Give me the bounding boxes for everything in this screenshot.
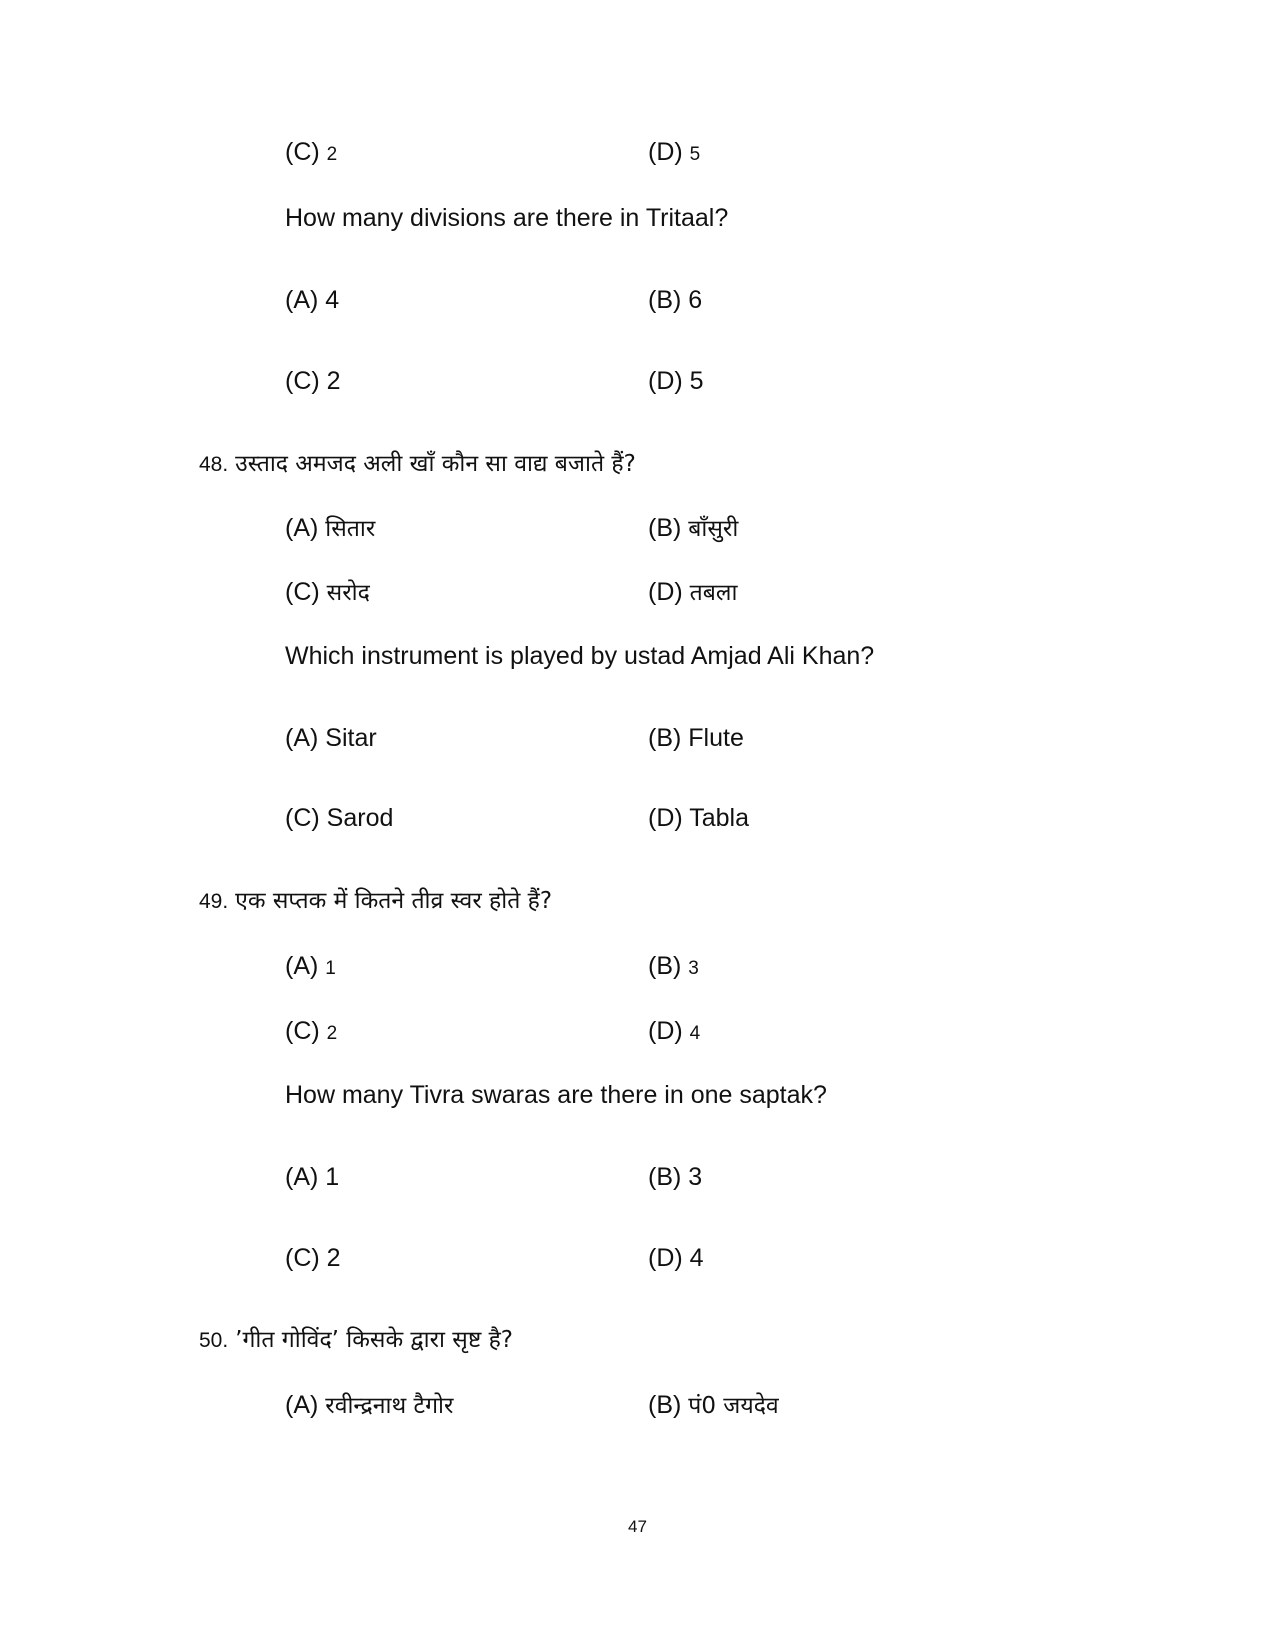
option-d: (D) 4 (648, 1244, 704, 1272)
question-number: 50. (199, 1329, 229, 1352)
option-d: (D) 5 (648, 138, 701, 166)
option-b: (B) बाँसुरी (648, 514, 739, 542)
page-number: 47 (628, 1517, 647, 1536)
option-a: (A) 4 (285, 286, 340, 314)
option-c: (C) 2 (285, 138, 338, 166)
option-d: (D) Tabla (648, 804, 749, 832)
option-a: (A) 1 (285, 1163, 340, 1191)
english-question: Which instrument is played by ustad Amjad Ali Khan? (285, 642, 875, 670)
question-48-hindi: 48. उस्ताद अमजद अली खाँ कौन सा वाद्य बजाते हैं? (199, 451, 636, 477)
option-a: (A) सितार (285, 514, 376, 542)
option-b: (B) 3 (648, 952, 699, 980)
option-a: (A) 1 (285, 952, 336, 980)
option-b: (B) 6 (648, 286, 703, 314)
question-49-hindi: 49. एक सप्तक में कितने तीव्र स्वर होते हैं? (199, 888, 553, 914)
option-d: (D) तबला (648, 578, 738, 606)
option-c: (C) 2 (285, 1017, 338, 1045)
option-a: (A) Sitar (285, 724, 377, 752)
option-b: (B) 3 (648, 1163, 703, 1191)
question-number: 49. (199, 890, 229, 913)
option-d: (D) 4 (648, 1017, 701, 1045)
option-a: (A) रवीन्द्रनाथ टैगोर (285, 1391, 454, 1419)
question-50-hindi: 50. ’गीत गोविंद’ किसके द्वारा सृष्ट है? (199, 1327, 513, 1353)
english-question: How many Tivra swaras are there in one saptak? (285, 1081, 827, 1109)
option-c: (C) 2 (285, 1244, 341, 1272)
option-b: (B) Flute (648, 724, 744, 752)
option-c: (C) 2 (285, 367, 341, 395)
question-number: 48. (199, 453, 229, 476)
option-d: (D) 5 (648, 367, 704, 395)
option-b: (B) पं0 जयदेव (648, 1391, 779, 1419)
option-c: (C) Sarod (285, 804, 394, 832)
option-c: (C) सरोद (285, 578, 370, 606)
english-question: How many divisions are there in Tritaal? (285, 204, 729, 232)
